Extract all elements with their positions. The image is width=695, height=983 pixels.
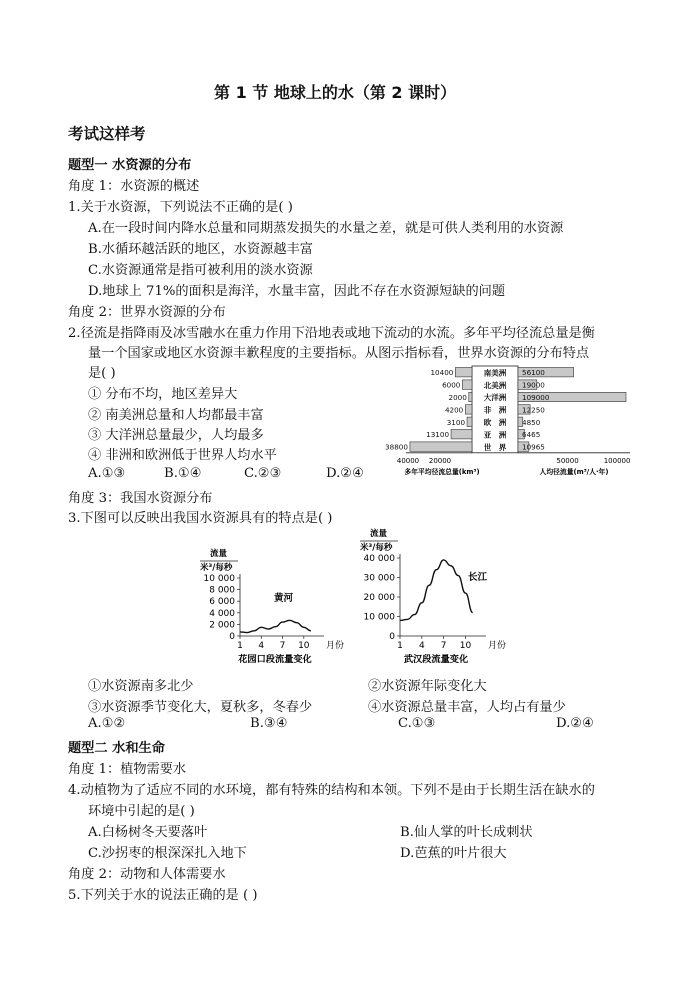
continent-label: 非 洲 xyxy=(483,405,507,415)
left-axis-label: 多年平均径流总量(km³) xyxy=(404,467,480,476)
y-tick-label: 10 000 xyxy=(363,612,395,623)
y-tick-label: 30 000 xyxy=(363,573,395,584)
continent-label: 大洋洲 xyxy=(483,393,507,403)
y-tick-label: 0 xyxy=(229,632,235,642)
continent-label: 南美洲 xyxy=(483,368,507,378)
q3-option-d: D.②④ xyxy=(556,716,594,731)
q2-line2: 量一个国家或地区水资源丰歉程度的主要指标。从图示指标看，世界水资源的分布特点 xyxy=(88,346,590,361)
q1-option-b: B.水循环越活跃的地区，水资源越丰富 xyxy=(88,242,313,257)
q3-statement-4: ④水资源总量丰富，人均占有量少 xyxy=(368,700,566,715)
q3-option-b: B.③④ xyxy=(250,716,288,731)
y-axis-title: 流量 xyxy=(210,549,228,559)
continent-label: 北美洲 xyxy=(483,380,507,390)
right-axis-tick: 50000 xyxy=(556,456,579,465)
runoff-total-bar xyxy=(469,392,472,401)
x-tick-label: 1 xyxy=(397,641,403,651)
left-axis-tick: 40000 xyxy=(396,456,420,465)
runoff-total-bar xyxy=(467,417,472,426)
y-tick-label: 10 000 xyxy=(203,574,235,584)
river-label: 黄河 xyxy=(274,593,294,604)
x-axis-unit: 月份 xyxy=(326,641,345,651)
chart-title: 武汉段流量变化 xyxy=(403,654,469,665)
q4-option-c: C.沙拐枣的根深深扎入地下 xyxy=(88,846,247,861)
runoff-total-label: 4200 xyxy=(444,405,464,415)
runoff-total-bar xyxy=(465,405,472,414)
runoff-total-label: 6000 xyxy=(442,380,461,390)
x-tick-label: 7 xyxy=(440,641,447,651)
q2-statement-1: ① 分布不均，地区差异大 xyxy=(88,387,238,402)
q1-stem: 1.关于水资源，下列说法不正确的是( ) xyxy=(68,200,293,215)
continent-label: 亚 洲 xyxy=(483,430,507,440)
runoff-total-bar xyxy=(455,368,472,377)
x-axis-unit: 月份 xyxy=(488,641,507,651)
right-axis-label: 人均径流量(m³/人·年) xyxy=(539,467,609,476)
type1-angle3: 角度 3：我国水资源分布 xyxy=(68,491,213,506)
runoff-total-label: 38800 xyxy=(385,442,408,452)
y-tick-label: 0 xyxy=(389,632,395,642)
q3-stem: 3.下图可以反映出我国水资源具有的特点是( ) xyxy=(68,511,333,526)
q3-statement-3: ③水资源季节变化大，夏秋多，冬春少 xyxy=(88,700,313,715)
y-tick-label: 20 000 xyxy=(363,593,395,603)
x-tick-label: 4 xyxy=(258,641,265,651)
q2-line1: 2.径流是指降雨及冰雪融水在重力作用下沿地表或地下流动的水流。多年平均径流总量是衡 xyxy=(68,326,595,341)
q2-option-b: B.①④ xyxy=(164,466,202,481)
q3-statement-1: ①水资源南多北少 xyxy=(88,679,194,694)
q2-option-c: C.②③ xyxy=(244,466,282,481)
runoff-per-capita-label: 19000 xyxy=(522,380,545,390)
type1-angle1: 角度 1：水资源的概述 xyxy=(68,179,200,194)
continent-label: 世 界 xyxy=(483,442,507,452)
runoff-per-capita-label: 56100 xyxy=(522,368,545,378)
runoff-total-label: 10400 xyxy=(430,368,454,378)
flow-line xyxy=(400,560,473,620)
q2-statement-3: ③ 大洋洲总量最少，人均最多 xyxy=(88,428,264,443)
runoff-per-capita-label: 12250 xyxy=(522,405,545,415)
y-tick-label: 6 000 xyxy=(209,597,235,608)
runoff-total-bar xyxy=(462,380,472,389)
type2-heading: 题型二 水和生命 xyxy=(68,741,165,756)
runoff-per-capita-label: 109000 xyxy=(522,393,550,402)
x-tick-label: 10 xyxy=(459,641,472,651)
y-axis-title: 流量 xyxy=(370,529,388,539)
y-tick-label: 40 000 xyxy=(363,554,395,564)
runoff-total-label: 2000 xyxy=(448,393,467,402)
runoff-per-capita-label: 10965 xyxy=(522,442,545,452)
q4-option-b: B.仙人掌的叶长成刺状 xyxy=(400,825,533,840)
runoff-total-bar xyxy=(451,430,472,439)
world-water-chart xyxy=(385,362,632,498)
q2-statement-2: ② 南美洲总量和人均都最丰富 xyxy=(88,408,264,423)
q1-option-a: A.在一段时间内降水总量和同期蒸发损失的水量之差，就是可供人类利用的水资源 xyxy=(88,221,564,236)
q1-option-d: D.地球上 71%的面积是海洋，水量丰富，因此不存在水资源短缺的问题 xyxy=(88,284,506,299)
type1-heading: 题型一 水资源的分布 xyxy=(68,158,192,173)
flow-line xyxy=(240,620,311,632)
y-tick-label: 4 000 xyxy=(209,608,235,619)
section-heading: 考试这样考 xyxy=(68,124,146,143)
q5-stem: 5.下列关于水的说法正确的是 ( ) xyxy=(68,888,258,903)
q2-statement-4: ④ 非洲和欧洲低于世界人均水平 xyxy=(88,448,277,463)
right-axis-tick: 100000 xyxy=(603,456,631,465)
q4-option-d: D.芭蕉的叶片很大 xyxy=(400,846,507,861)
q3-statement-2: ②水资源年际变化大 xyxy=(368,679,487,694)
runoff-per-capita-label: 4850 xyxy=(522,417,541,427)
runoff-per-capita-label: 6465 xyxy=(522,430,541,440)
q3-option-c: C.①③ xyxy=(398,716,436,731)
page-title: 第 1 节 地球上的水（第 2 课时） xyxy=(214,83,457,102)
type1-angle2: 角度 2：世界水资源的分布 xyxy=(68,305,226,320)
y-tick-label: 8 000 xyxy=(209,585,235,596)
x-tick-label: 1 xyxy=(237,641,243,651)
x-tick-label: 4 xyxy=(418,641,425,651)
type2-angle2: 角度 2：动物和人体需要水 xyxy=(68,867,226,882)
q4-line2: 环境中引起的是( ) xyxy=(88,804,195,819)
continent-label: 欧 洲 xyxy=(483,418,507,427)
q2-option-d: D.②④ xyxy=(326,466,364,481)
runoff-total-label: 3100 xyxy=(446,417,466,427)
q2-option-a: A.①③ xyxy=(88,466,126,481)
runoff-total-bar xyxy=(410,442,472,451)
river-label: 长江 xyxy=(468,572,488,583)
chart-title: 花园口段流量变化 xyxy=(238,654,312,665)
runoff-total-label: 13100 xyxy=(426,430,450,440)
q2-line3: 是( ) xyxy=(88,366,116,381)
x-tick-label: 10 xyxy=(298,641,310,651)
q4-line1: 4.动植物为了适应不同的水环境，都有特殊的结构和本领。下列不是由于长期生活在缺水的 xyxy=(68,783,595,798)
q4-option-a: A.白杨树冬天要落叶 xyxy=(88,825,208,840)
yellow-river-chart xyxy=(196,544,354,672)
yangtze-chart xyxy=(356,524,516,672)
left-axis-tick: 20000 xyxy=(428,456,452,465)
type2-angle1: 角度 1：植物需要水 xyxy=(68,762,187,777)
q1-option-c: C.水资源通常是指可被利用的淡水资源 xyxy=(88,263,313,278)
y-tick-label: 2 000 xyxy=(209,620,235,631)
q3-option-a: A.①② xyxy=(88,716,126,731)
y-axis-unit: 米³/每秒 xyxy=(200,563,233,573)
x-tick-label: 7 xyxy=(279,641,286,651)
y-axis-unit: 米³/每秒 xyxy=(360,543,393,553)
